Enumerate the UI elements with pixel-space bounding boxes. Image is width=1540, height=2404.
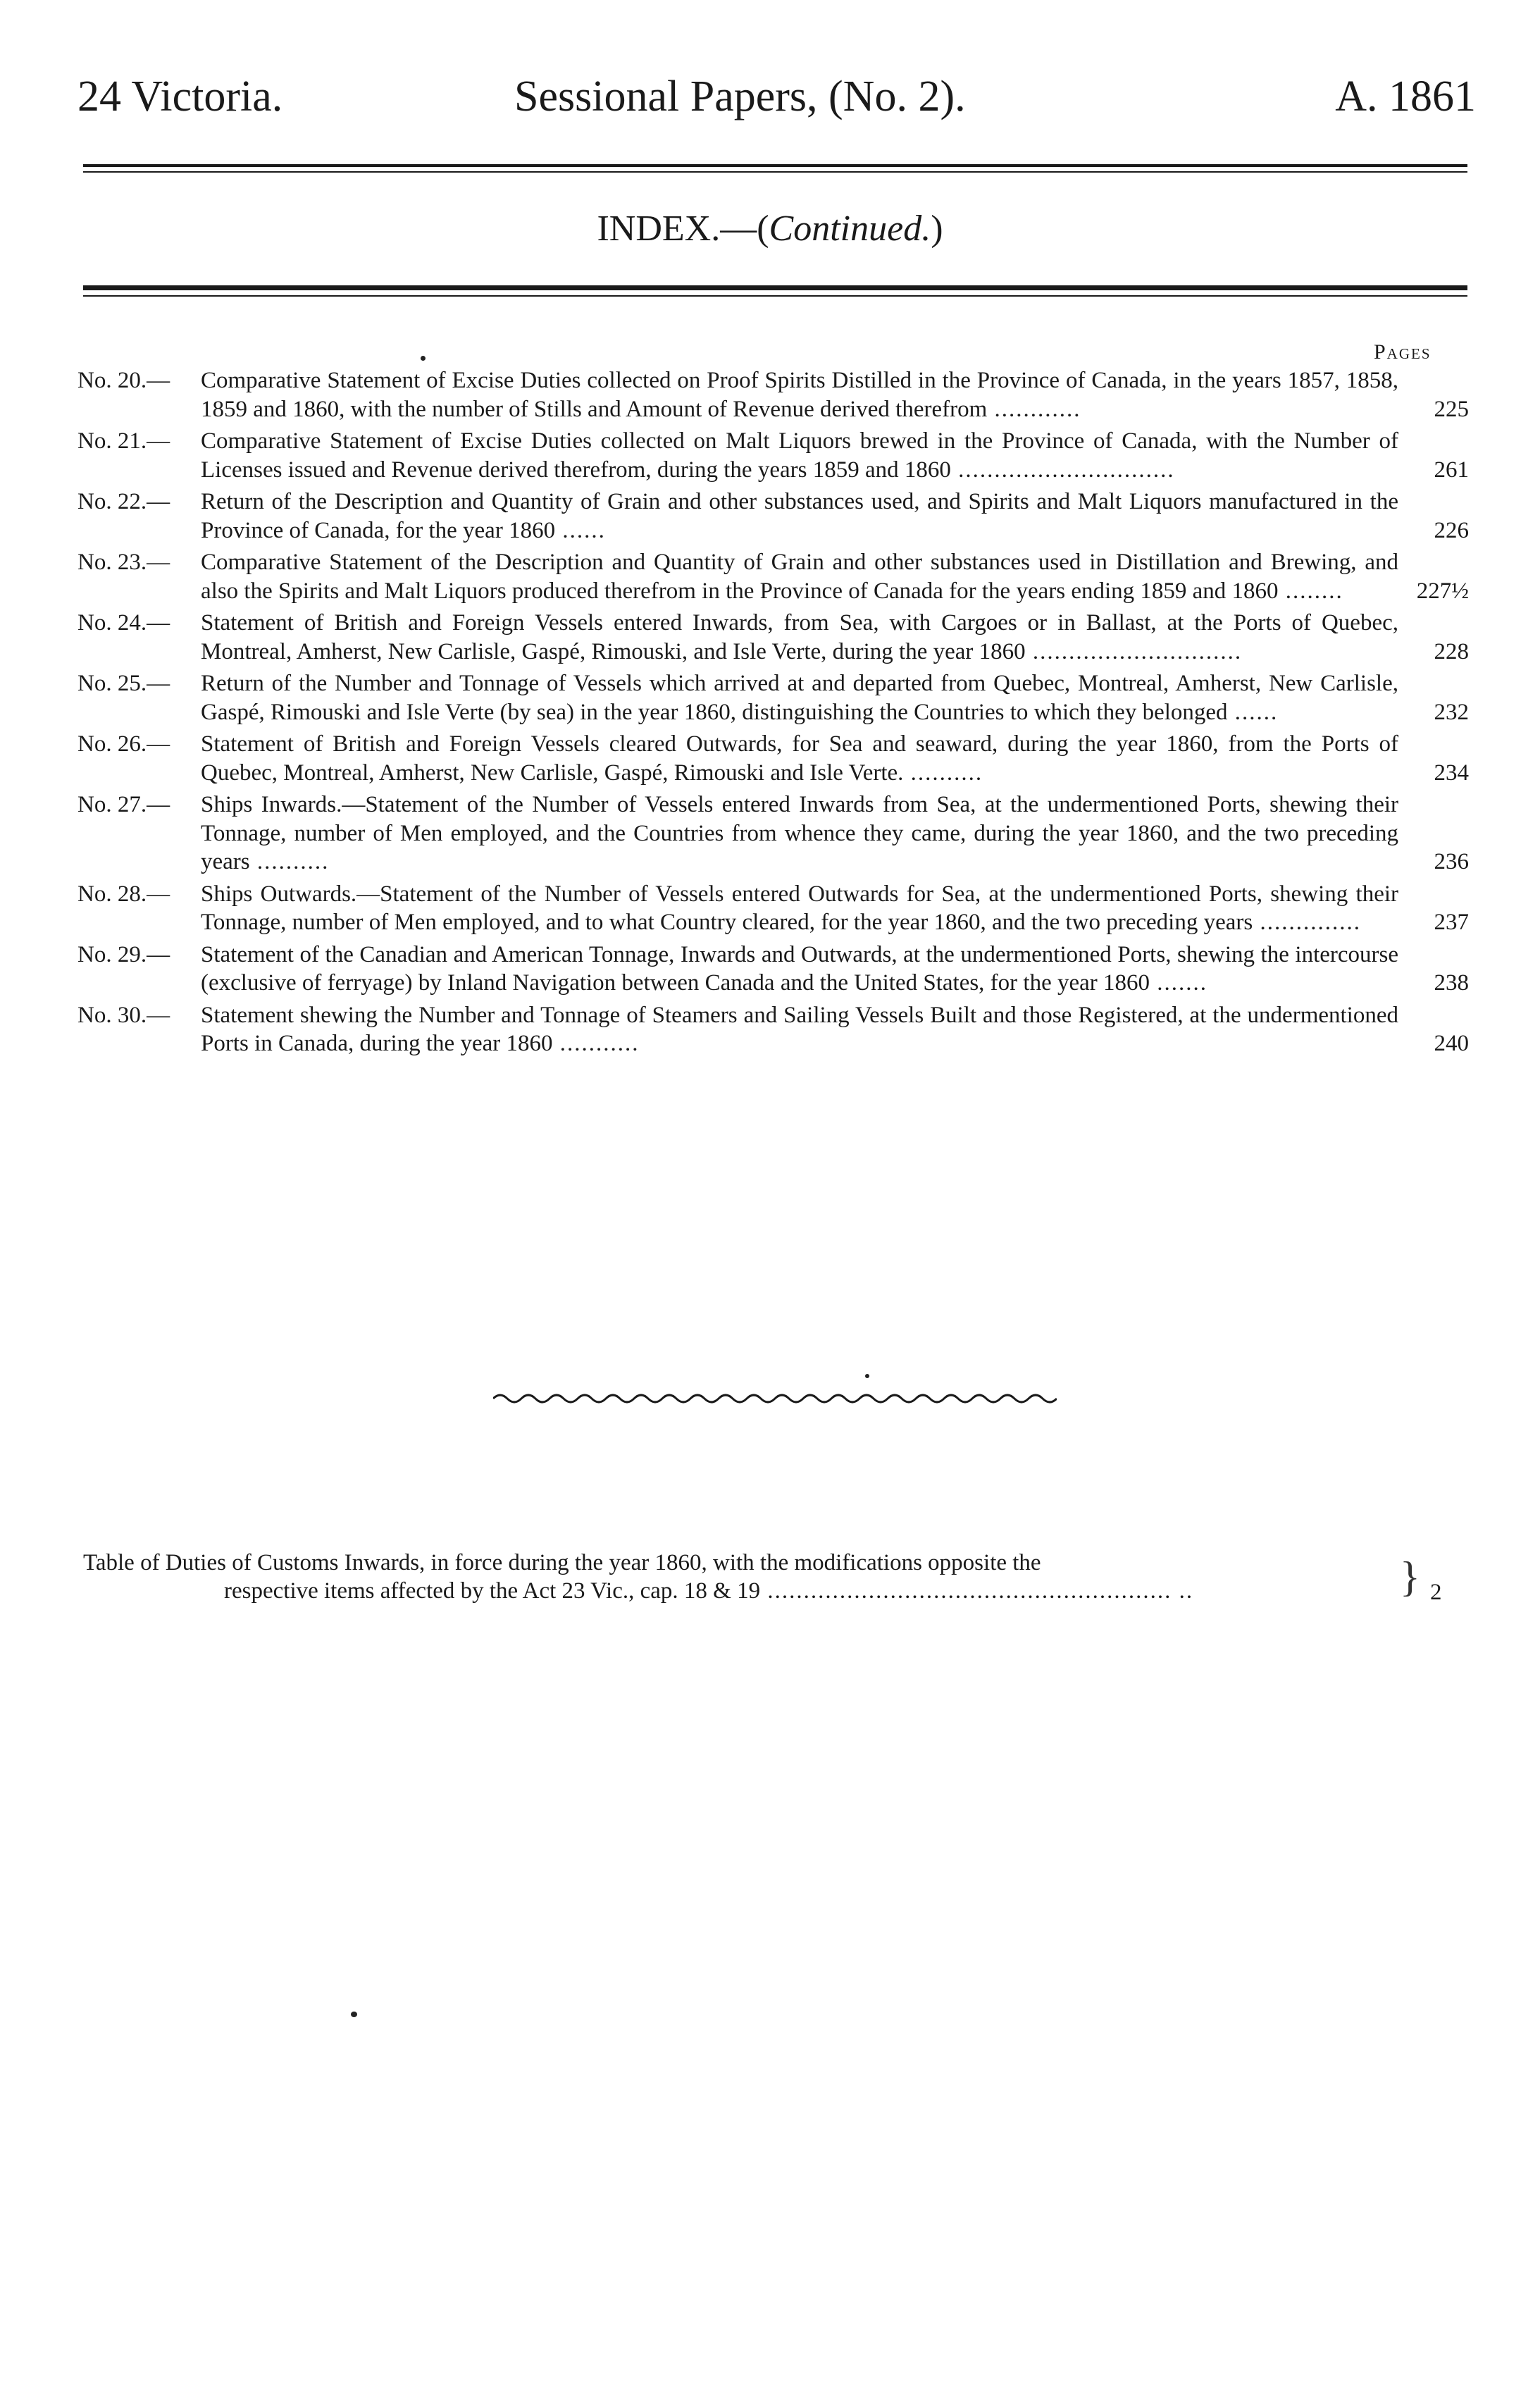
index-entry xyxy=(77,488,1469,545)
entry-description: Statement shewing the Number and Tonnage of Steamers and Sailing Vessels Built and those Registered, at the undermentioned Ports in Canada, during the year 1860 xyxy=(201,1002,1398,1056)
ink-speck xyxy=(421,356,426,361)
entry-page: 225 xyxy=(1434,396,1469,422)
entry-number: No. 23.— xyxy=(77,550,170,575)
entry-text xyxy=(77,730,1469,787)
dot-leaders: ............................. xyxy=(1025,638,1243,664)
entry-text xyxy=(77,366,1469,423)
index-title xyxy=(0,201,1540,257)
index-title-close: ) xyxy=(931,209,943,249)
index-title-main: INDEX.—( xyxy=(597,209,769,249)
entry-text xyxy=(77,488,1469,545)
entry-page: 237 xyxy=(1434,910,1469,935)
running-head-session: 24 Victoria. xyxy=(77,73,283,120)
header-rule-thin xyxy=(83,171,1467,173)
customs-table-line-2 xyxy=(83,1577,1471,1605)
ink-speck xyxy=(865,1374,869,1378)
index-entry xyxy=(77,941,1469,998)
dot-leaders: ........... xyxy=(552,1031,640,1056)
index-title-italic: Continued. xyxy=(769,209,931,249)
entry-page: 226 xyxy=(1434,517,1469,543)
dot-leaders: ........ xyxy=(1278,578,1343,604)
index-entries xyxy=(77,366,1469,1062)
entry-description: Ships Outwards.—Statement of the Number of Vessels entered Outwards for Sea, at the undermentioned Ports, shewing their Tonnage, number of Men employed, and to what Country cleared, for the year 1860, and the two preceding years xyxy=(201,881,1398,935)
index-entry xyxy=(77,366,1469,423)
entry-description: Statement of the Canadian and American Tonnage, Inwards and Outwards, at the undermentioned Ports, shewing the intercourse (exclusive of ferryage) by Inland Navigation between Canada and the United States, for the year 1860 xyxy=(201,941,1398,996)
dot-leaders: .............................. xyxy=(950,457,1175,483)
wavy-ornament xyxy=(493,1388,1057,1409)
dot-leaders: ...... xyxy=(1227,699,1279,725)
entry-description: Comparative Statement of Excise Duties collected on Proof Spirits Distilled in the Province of Canada, in the years 1857, 1858, 1859 and 1860, with the number of Stills and Amount of Revenue derived therefrom xyxy=(201,368,1398,422)
entry-text xyxy=(77,880,1469,937)
entry-description: Comparative Statement of Excise Duties collected on Malt Liquors brewed in the Province of Canada, with the Number of Licenses issued and Revenue derived therefrom, during the years 1859 and 1860 xyxy=(201,428,1398,483)
entry-page: 228 xyxy=(1434,638,1469,664)
index-entry xyxy=(77,669,1469,726)
entry-text xyxy=(77,669,1469,726)
entry-number: No. 26.— xyxy=(77,731,170,757)
index-entry xyxy=(77,427,1469,484)
entry-number: No. 20.— xyxy=(77,368,170,393)
entry-description: Statement of British and Foreign Vessels cleared Outwards, for Sea and seaward, during the year 1860, from the Ports of Quebec, Montreal, Amherst, New Carlisle, Gaspé, Rimouski and Isle Verte. xyxy=(201,731,1398,786)
dot-leaders: ...... xyxy=(555,517,606,543)
running-head xyxy=(77,65,1476,128)
index-entry xyxy=(77,880,1469,937)
index-entry xyxy=(77,791,1469,876)
entry-number: No. 30.— xyxy=(77,1002,170,1028)
entry-description: Statement of British and Foreign Vessels entered Inwards, from Sea, with Cargoes or in Ballast, at the Ports of Quebec, Montreal, Amherst, New Carlisle, Gaspé, Rimouski, and Isle Verte, during the year 1860 xyxy=(201,610,1398,664)
customs-table-reference xyxy=(83,1549,1471,1605)
entry-page: 232 xyxy=(1434,699,1469,725)
entry-text xyxy=(77,941,1469,998)
index-entry xyxy=(77,730,1469,787)
header-rule-thick xyxy=(83,164,1467,167)
entry-description: Return of the Description and Quantity of Grain and other substances used, and Spirits and Malt Liquors manufactured in the Province of Canada, for the year 1860 xyxy=(201,489,1398,543)
entry-page: 227½ xyxy=(1416,578,1469,604)
entry-page: 240 xyxy=(1434,1031,1469,1056)
entry-text xyxy=(77,548,1469,605)
running-head-title: Sessional Papers, (No. 2). xyxy=(514,73,966,120)
entry-description: Comparative Statement of the Description and Quantity of Grain and other substances used in Distillation and Brewing, and also the Spirits and Malt Liquors produced therefrom in the Province of Canada for the years ending 1859 and 1860 xyxy=(201,550,1398,604)
entry-number: No. 24.— xyxy=(77,610,170,636)
entry-description: Ships Inwards.—Statement of the Number of Vessels entered Inwards from Sea, at the undermentioned Ports, shewing their Tonnage, number of Men employed, and the Countries from whence they came, during the year 1860, and the two preceding years xyxy=(201,792,1398,874)
right-brace: } xyxy=(1400,1554,1420,1600)
index-entry xyxy=(77,1001,1469,1058)
title-rule-thin xyxy=(83,295,1467,297)
customs-table-line-2-text: respective items affected by the Act 23 Vic., cap. 18 & 19 xyxy=(224,1578,761,1604)
dot-leaders: ....... xyxy=(1150,970,1208,996)
entry-text xyxy=(77,427,1469,484)
ink-speck xyxy=(351,2012,357,2017)
dot-leaders: ............ xyxy=(987,396,1081,422)
entry-number: No. 21.— xyxy=(77,428,170,454)
dot-leaders: .............. xyxy=(1253,910,1361,935)
entry-text xyxy=(77,609,1469,666)
entry-page: 261 xyxy=(1434,457,1469,483)
pages-column-heading: Pages xyxy=(1374,340,1432,364)
entry-page: 236 xyxy=(1434,849,1469,874)
dot-leaders: .......... xyxy=(903,760,983,786)
entry-text xyxy=(77,791,1469,876)
title-rule-thick xyxy=(83,285,1467,290)
customs-table-page: 2 xyxy=(1430,1580,1442,1605)
entry-page: 238 xyxy=(1434,970,1469,996)
dot-leaders: .......... xyxy=(249,849,330,874)
entry-number: No. 27.— xyxy=(77,792,170,817)
dot-leaders: ........................................................ .. xyxy=(760,1578,1194,1604)
running-head-year: A. 1861 xyxy=(1335,73,1476,120)
index-entry xyxy=(77,609,1469,666)
entry-number: No. 25.— xyxy=(77,671,170,696)
customs-table-line-1: Table of Duties of Customs Inwards, in force during the year 1860, with the modifications opposite the xyxy=(83,1550,1041,1575)
entry-number: No. 22.— xyxy=(77,489,170,514)
entry-number: No. 28.— xyxy=(77,881,170,907)
entry-text xyxy=(77,1001,1469,1058)
entry-description: Return of the Number and Tonnage of Vessels which arrived at and departed from Quebec, Montreal, Amherst, New Carlisle, Gaspé, Rimouski and Isle Verte (by sea) in the year 1860, distinguishing the Countries to which they belonged xyxy=(201,671,1398,725)
entry-page: 234 xyxy=(1434,760,1469,786)
index-entry xyxy=(77,548,1469,605)
entry-number: No. 29.— xyxy=(77,941,170,967)
